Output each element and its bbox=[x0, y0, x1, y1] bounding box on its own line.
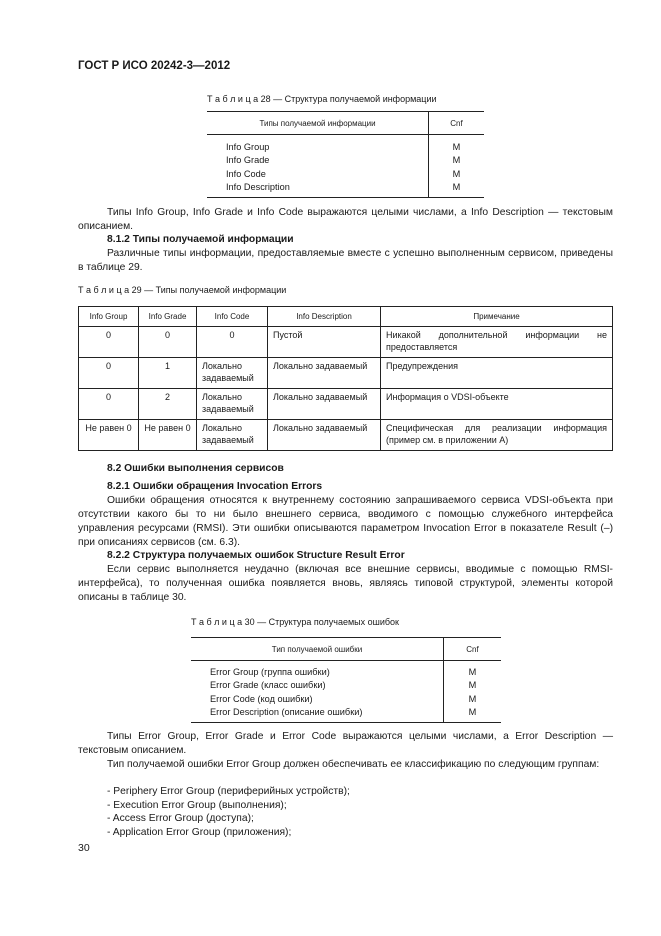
table-28 bbox=[207, 111, 484, 198]
section-8-2-2-text: Если сервис выполняется неудачно (включая все внешние сервисы, вводимые с помощью RMSI-интерфейса), то полученная ошибка появляется вновь, являясь типовой структурой, элементы которой описаны в таблице 30. bbox=[78, 564, 613, 603]
table-caption-text: 29 — Типы получаемой информации bbox=[131, 285, 287, 295]
table-29-cell: 0 bbox=[197, 327, 268, 358]
paragraph-info-types: Типы Info Group, Info Grade и Info Code выражаются целыми числами, а Info Description — текстовым описанием. bbox=[78, 207, 613, 232]
section-8-2-heading: 8.2 Ошибки выполнения сервисов bbox=[107, 463, 284, 474]
table-28-cell-name: Info Group bbox=[207, 135, 429, 154]
table-28-caption bbox=[207, 94, 437, 104]
section-8-1-2-text: Различные типы информации, предоставляемые вместе с успешно выполненным сервисом, приведены в таблице 29. bbox=[78, 248, 613, 273]
table-29-cell: Пустой bbox=[268, 327, 381, 358]
table-29-cell: 1 bbox=[139, 358, 197, 389]
table-29-caption bbox=[78, 285, 286, 295]
table-30-cell-name: Error Grade (класс ошибки) bbox=[191, 679, 444, 693]
table-29-cell: Предупреждения bbox=[381, 358, 613, 389]
table-29 bbox=[78, 306, 613, 451]
table-29-cell: Специфическая для реализации информация (пример см. в приложении А) bbox=[381, 420, 613, 451]
table-29-cell: Локально задаваемый bbox=[197, 389, 268, 420]
table-row bbox=[79, 389, 613, 420]
table-29-cell: 0 bbox=[79, 327, 139, 358]
document-code: ГОСТ Р ИСО 20242-3—2012 bbox=[78, 60, 231, 72]
table-28-cell-cnf: M bbox=[452, 155, 461, 166]
table-30-header-cnf: Cnf bbox=[444, 638, 502, 661]
table-28-cell-cnf: M bbox=[452, 141, 461, 152]
table-29-cell: Локально задаваемый bbox=[197, 358, 268, 389]
table-caption-prefix: Т а б л и ц а bbox=[207, 94, 259, 104]
table-caption-prefix: Т а б л и ц а bbox=[191, 617, 243, 627]
list-item: - Periphery Error Group (периферийных устройств); bbox=[107, 786, 350, 797]
table-29-cell: Не равен 0 bbox=[139, 420, 197, 451]
table-30-cell-cnf: M bbox=[468, 666, 477, 677]
table-29-cell: 0 bbox=[79, 358, 139, 389]
table-caption-text: 28 — Структура получаемой информации bbox=[260, 94, 437, 104]
section-8-2-1-text: Ошибки обращения относятся к внутреннему состоянию запрашиваемого сервиса VDSI-объекта при отсутствии какого бы то ни было внешнего сервиса, вводимого с помощью служебного интерфейса управления ресурсами (RMSI). Эти ошибки описываются параметром Invocation Error в показателе Result (–) при описаниях сервисов (см. 6.3). bbox=[78, 495, 613, 548]
table-28-cell-cnf: M bbox=[429, 181, 485, 198]
list-item: - Access Error Group (доступа); bbox=[107, 813, 254, 824]
table-29-cell: 0 bbox=[139, 327, 197, 358]
table-29-header: Примечание bbox=[381, 307, 613, 327]
table-29-cell: Локально задаваемый bbox=[268, 389, 381, 420]
table-28-header-cnf: Cnf bbox=[429, 112, 485, 135]
table-28-header-type: Типы получаемой информации bbox=[207, 112, 429, 135]
table-29-header: Info Description bbox=[268, 307, 381, 327]
table-30 bbox=[191, 637, 501, 723]
table-row bbox=[79, 420, 613, 451]
table-30-cell-name: Error Description (описание ошибки) bbox=[191, 706, 444, 723]
table-29-cell: 0 bbox=[79, 389, 139, 420]
page-number: 30 bbox=[78, 842, 90, 854]
section-8-2-2-heading: 8.2.2 Структура получаемых ошибок Structure Result Error bbox=[107, 550, 405, 561]
table-caption-text: 30 — Структура получаемых ошибок bbox=[244, 617, 399, 627]
table-29-cell: Никакой дополнительной информации не предоставляется bbox=[381, 327, 613, 358]
error-group-list bbox=[107, 785, 350, 839]
section-8-2-1-heading: 8.2.1 Ошибки обращения Invocation Errors bbox=[107, 481, 323, 492]
table-30-cell-name: Error Group (группа ошибки) bbox=[191, 661, 444, 679]
paragraph-error-groups: Тип получаемой ошибки Error Group должен обеспечивать ее классификацию по следующим группам: bbox=[107, 759, 600, 770]
list-item: - Application Error Group (приложения); bbox=[107, 826, 292, 838]
list-item: - Execution Error Group (выполнения); bbox=[107, 799, 287, 811]
table-30-cell-cnf: M bbox=[468, 693, 477, 704]
table-29-header: Info Code bbox=[197, 307, 268, 327]
table-29-header: Info Grade bbox=[139, 307, 197, 327]
table-28-cell-name: Info Code bbox=[207, 167, 429, 181]
table-30-cell-cnf: M bbox=[444, 706, 502, 723]
paragraph-error-types: Типы Error Group, Error Grade и Error Code выражаются целыми числами, а Error Description — текстовым описанием. bbox=[78, 731, 613, 756]
table-30-caption bbox=[191, 617, 399, 627]
table-29-header: Info Group bbox=[79, 307, 139, 327]
section-8-1-2-heading: 8.1.2 Типы получаемой информации bbox=[107, 234, 294, 245]
table-row bbox=[79, 358, 613, 389]
table-28-cell-cnf: M bbox=[452, 168, 461, 179]
table-caption-prefix: Т а б л и ц а bbox=[78, 285, 130, 295]
table-row bbox=[79, 327, 613, 358]
table-28-cell-name: Info Grade bbox=[207, 154, 429, 168]
table-29-cell: Локально задаваемый bbox=[268, 420, 381, 451]
table-29-cell: Не равен 0 bbox=[79, 420, 139, 451]
table-28-cell-name: Info Description bbox=[207, 181, 429, 198]
table-29-cell: Информация о VDSI-объекте bbox=[381, 389, 613, 420]
table-29-cell: Локально задаваемый bbox=[268, 358, 381, 389]
table-29-cell: Локально задаваемый bbox=[197, 420, 268, 451]
table-29-cell: 2 bbox=[139, 389, 197, 420]
table-30-cell-name: Error Code (код ошибки) bbox=[191, 692, 444, 706]
table-30-cell-cnf: M bbox=[468, 680, 477, 691]
table-30-header-type: Тип получаемой ошибки bbox=[191, 638, 444, 661]
